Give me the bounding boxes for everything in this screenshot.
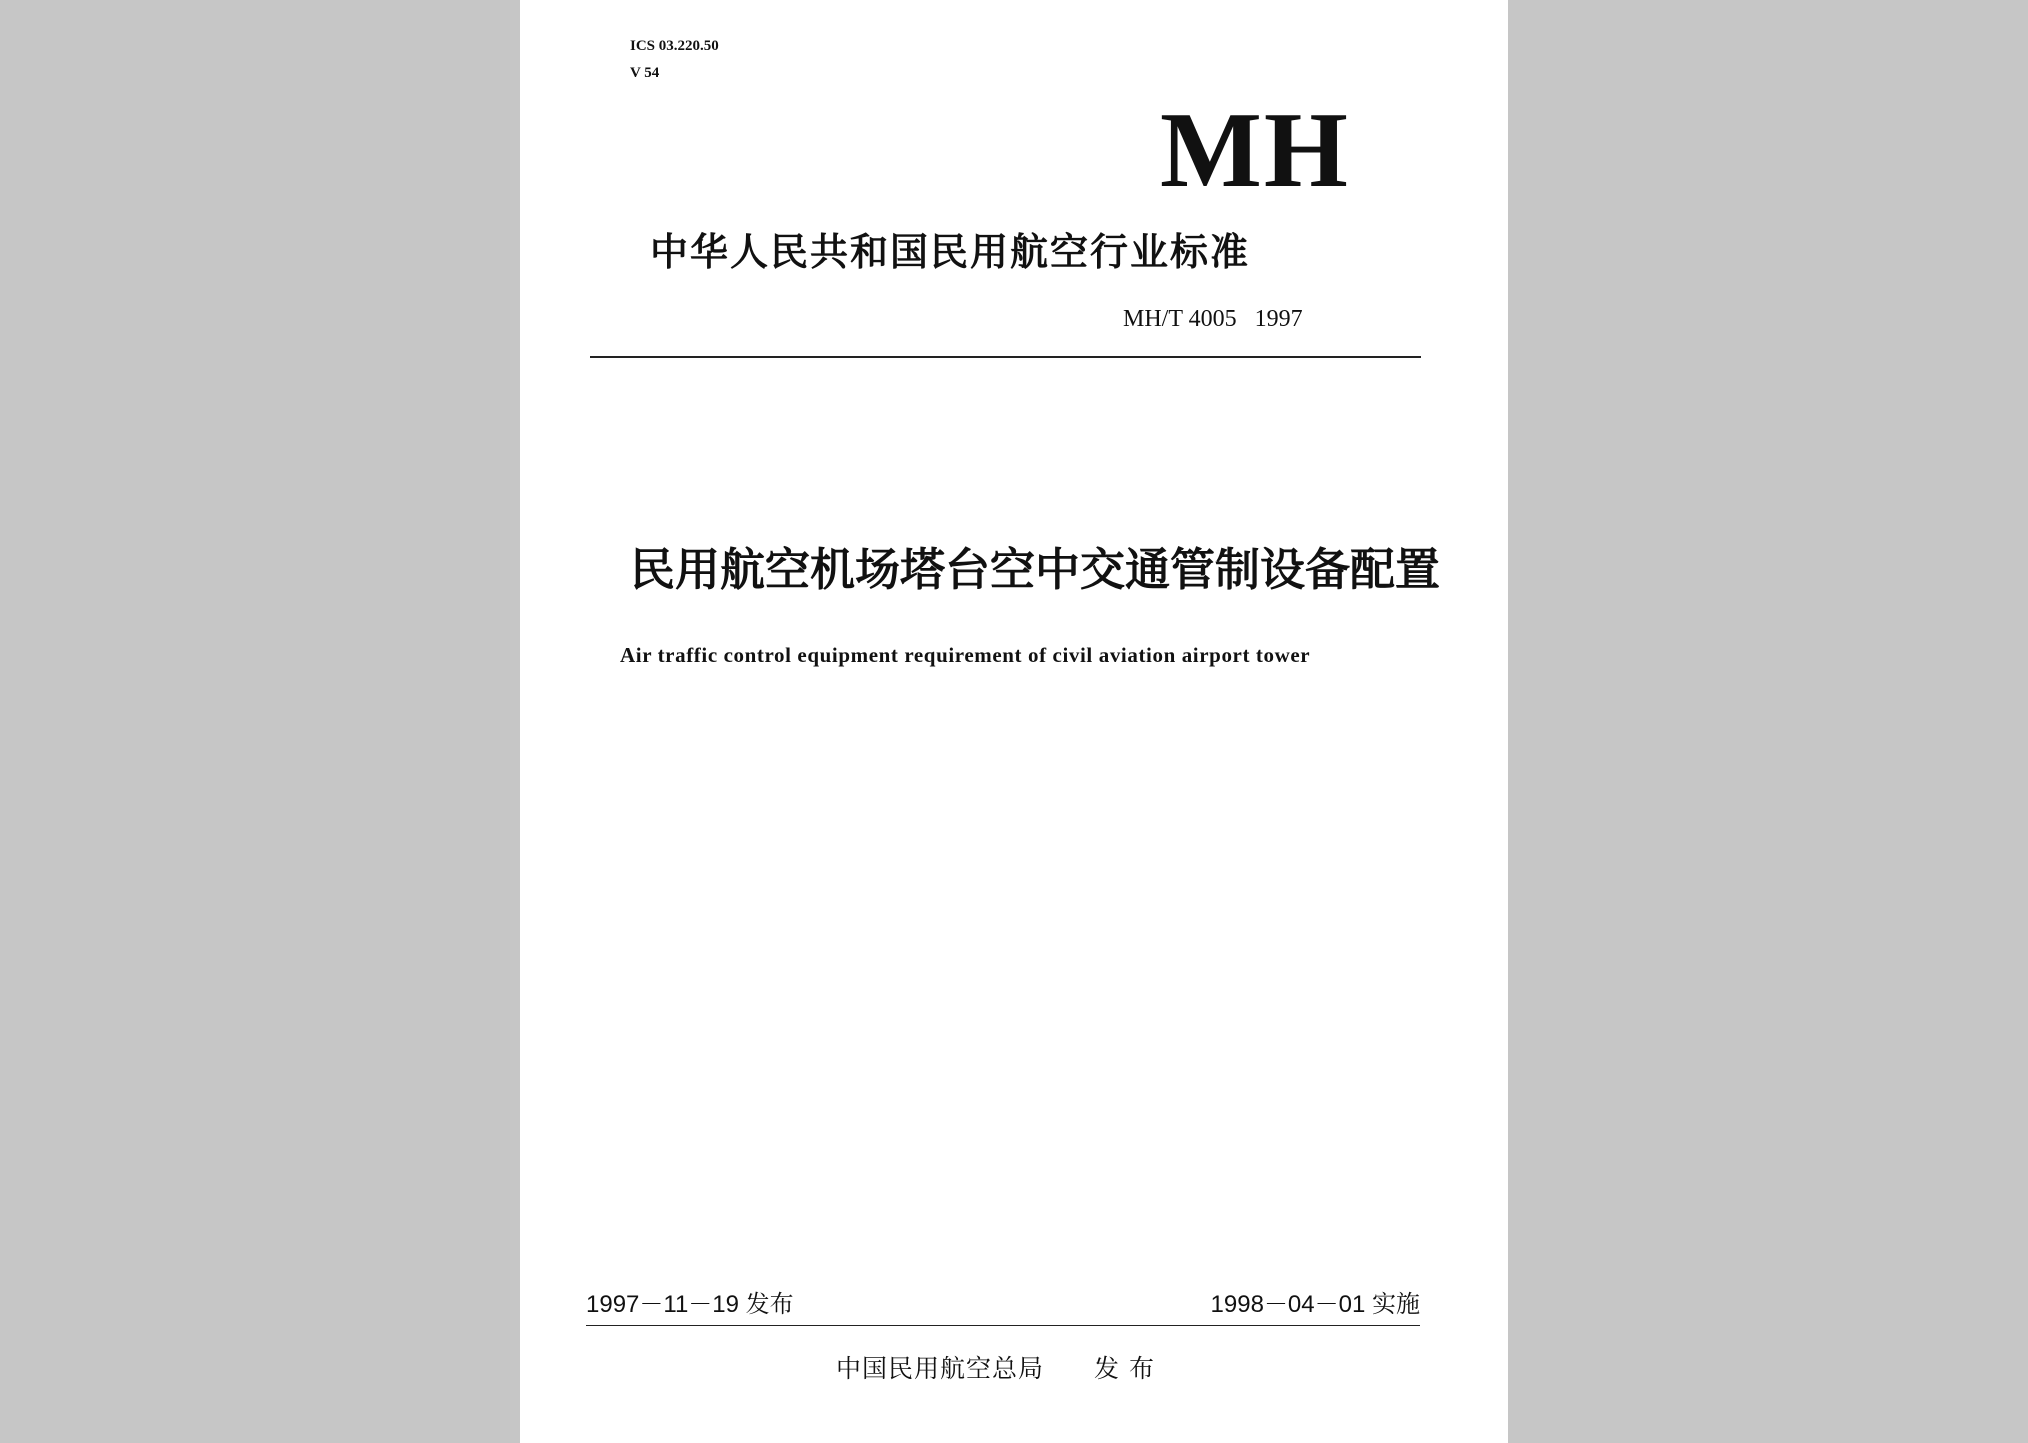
mh-logo: MH: [1160, 91, 1350, 210]
title-english: Air traffic control equipment requirement of civil aviation airport tower: [620, 643, 1311, 667]
header-divider: [590, 356, 1421, 358]
ccs-code: V 54: [630, 65, 660, 81]
implementation-date: 1998－04－01 实施: [1210, 1291, 1420, 1318]
footer-divider: [586, 1325, 1420, 1326]
publisher-name: 中国民用航空总局: [836, 1354, 1045, 1383]
publisher-line: [836, 1352, 1155, 1386]
standard-organization: 中华人民共和国民用航空行业标准: [650, 230, 1251, 274]
classification-block: [630, 36, 719, 90]
ics-code: ICS 03.220.50: [630, 38, 719, 54]
title-chinese: 民用航空机场塔台空中交通管制设备配置: [630, 543, 1441, 596]
document-page: [520, 0, 1508, 1443]
standard-number: MH/T 4005 1997: [1123, 306, 1303, 332]
issue-date: 1997－11－19 发布: [586, 1291, 794, 1318]
publisher-action: 发 布: [1094, 1354, 1155, 1383]
